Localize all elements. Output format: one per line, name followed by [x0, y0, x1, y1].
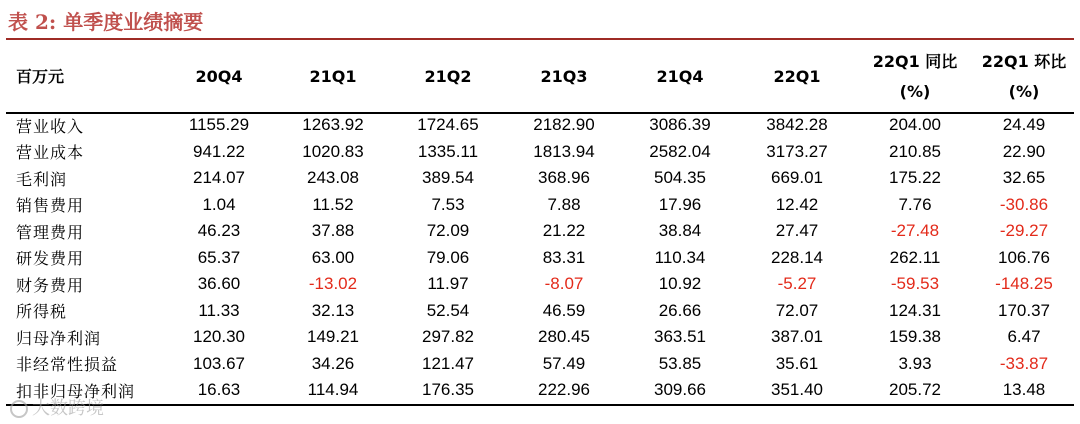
table-cell: 110.34 [654, 247, 706, 267]
table-cell: 120.30 [193, 327, 245, 347]
table-cell: 103.67 [193, 353, 245, 373]
column-header-text: 22Q1 同比 [872, 52, 958, 71]
table-cell: 38.84 [658, 221, 702, 241]
table-cell: 7.88 [547, 194, 581, 214]
column-header-text: 22Q1 环比 [981, 52, 1067, 71]
table-cell: 22.90 [1002, 141, 1046, 161]
table-cell: 16.63 [197, 380, 241, 400]
table-cell: 65.37 [197, 247, 241, 267]
table-cell: 63.00 [311, 247, 355, 267]
table-cell: 1155.29 [188, 115, 250, 135]
column-header-text: 21Q2 [424, 67, 472, 86]
table-cell: 262.11 [889, 247, 941, 267]
table-cell: 46.23 [197, 221, 241, 241]
table-cell: 1263.92 [302, 115, 364, 135]
table-cell: 79.06 [426, 247, 470, 267]
table-cell: 1335.11 [417, 141, 479, 161]
table-cell: 3173.27 [766, 141, 828, 161]
table-cell: 11.97 [427, 274, 469, 294]
row-label: 所得税 [16, 302, 68, 322]
table-body [6, 112, 1074, 404]
table-cell: 210.85 [889, 141, 941, 161]
column-header-text: 21Q1 [309, 67, 357, 86]
row-label: 销售费用 [16, 196, 85, 216]
row-label: 归母净利润 [16, 328, 102, 348]
table-cell: 389.54 [422, 168, 474, 188]
watermark-text: 大数跨境 [32, 398, 104, 419]
table-cell: 57.49 [542, 353, 586, 373]
table-cell: 72.07 [775, 300, 819, 320]
row-label: 扣非归母净利润 [16, 381, 136, 401]
table-cell: 10.92 [658, 274, 702, 294]
table-row [6, 165, 1074, 192]
table-cell: 17.96 [658, 194, 702, 214]
table-cell: 1724.65 [417, 115, 479, 135]
table-cell: 37.88 [311, 221, 355, 241]
table-cell: 121.47 [422, 353, 474, 373]
column-header-text: 21Q3 [540, 67, 588, 86]
row-label: 财务费用 [16, 275, 85, 295]
row-label: 研发费用 [16, 249, 85, 269]
table-cell: 124.31 [889, 300, 941, 320]
table-cell: -5.27 [777, 274, 817, 294]
table-cell: 21.22 [542, 221, 586, 241]
title-underline [6, 38, 1074, 40]
table-cell: 36.60 [197, 274, 241, 294]
table-cell: 669.01 [771, 168, 823, 188]
table-cell: 351.40 [771, 380, 823, 400]
table-title: 表 2: 单季度业绩摘要 [8, 10, 204, 34]
table-cell: 12.42 [775, 194, 819, 214]
table-cell: 7.76 [898, 194, 932, 214]
column-header-unit: (%) [1008, 82, 1040, 101]
table-row [6, 377, 1074, 404]
table-cell: 114.94 [307, 380, 359, 400]
table-cell: -29.27 [999, 221, 1049, 241]
table-cell: -59.53 [890, 274, 940, 294]
table-cell: 24.49 [1002, 115, 1046, 135]
table-cell: 941.22 [193, 141, 245, 161]
table-cell: 205.72 [889, 380, 941, 400]
table-cell: 32.65 [1002, 168, 1046, 188]
table-cell: 309.66 [654, 380, 706, 400]
table-cell: -33.87 [999, 353, 1049, 373]
table-cell: 222.96 [538, 380, 590, 400]
table-cell: 280.45 [538, 327, 590, 347]
table-cell: 83.31 [542, 247, 586, 267]
table-cell: 1813.94 [533, 141, 595, 161]
table-row [6, 298, 1074, 325]
table-cell: 175.22 [889, 168, 941, 188]
table-cell: 368.96 [538, 168, 590, 188]
table-cell: 2182.90 [533, 115, 595, 135]
table-row [6, 112, 1074, 139]
table-cell: 204.00 [889, 115, 941, 135]
row-label: 营业收入 [16, 116, 85, 136]
table-cell: 387.01 [771, 327, 823, 347]
table-cell: 170.37 [998, 300, 1050, 320]
header-unit-label [6, 42, 162, 112]
table-row [6, 245, 1074, 272]
table-row [6, 351, 1074, 378]
table-cell: -148.25 [995, 274, 1053, 294]
table-cell: 214.07 [193, 168, 245, 188]
table-cell: 11.33 [198, 300, 240, 320]
column-header [162, 42, 276, 112]
column-header [390, 42, 506, 112]
table-row [6, 139, 1074, 166]
row-label: 管理费用 [16, 222, 85, 242]
table-cell: 1.04 [202, 194, 236, 214]
table-row [6, 218, 1074, 245]
column-header-unit: (%) [899, 82, 931, 101]
column-header [622, 42, 738, 112]
table-cell: 11.52 [312, 194, 354, 214]
table-cell: 46.59 [542, 300, 586, 320]
table-cell: 363.51 [654, 327, 706, 347]
table-cell: -13.02 [308, 274, 358, 294]
quarterly-results-table [6, 42, 1074, 404]
table-cell: 7.53 [431, 194, 465, 214]
table-cell: 32.13 [311, 300, 355, 320]
table-cell: 13.48 [1002, 380, 1046, 400]
table-cell: -8.07 [544, 274, 584, 294]
table-cell: 3842.28 [766, 115, 828, 135]
table-cell: 26.66 [658, 300, 702, 320]
table-cell: 106.76 [998, 247, 1050, 267]
column-header-text: 22Q1 [773, 67, 821, 86]
table-cell: 297.82 [422, 327, 474, 347]
column-header-text: 20Q4 [195, 67, 243, 86]
column-header-text: 21Q4 [656, 67, 704, 86]
table-cell: 149.21 [307, 327, 359, 347]
column-header [506, 42, 622, 112]
table-cell: 2582.04 [649, 141, 711, 161]
table-cell: 52.54 [426, 300, 470, 320]
table-cell: 159.38 [889, 327, 941, 347]
table-cell: 34.26 [311, 353, 355, 373]
table-cell: 176.35 [422, 380, 474, 400]
header-row [6, 42, 1074, 112]
table-row [6, 271, 1074, 298]
table-cell: 53.85 [658, 353, 702, 373]
table-cell: 35.61 [775, 353, 819, 373]
row-label: 营业成本 [16, 143, 85, 163]
column-header [738, 42, 856, 112]
column-header [974, 42, 1074, 112]
table-cell: 504.35 [654, 168, 706, 188]
table-cell: 6.47 [1007, 327, 1041, 347]
table-cell: -30.86 [999, 194, 1049, 214]
table-cell: 1020.83 [302, 141, 364, 161]
table-cell: 27.47 [775, 221, 819, 241]
table-bottom-rule [6, 404, 1074, 406]
table-cell: -27.48 [890, 221, 940, 241]
row-label: 非经常性损益 [16, 355, 119, 375]
table-row [6, 324, 1074, 351]
table-cell: 228.14 [771, 247, 823, 267]
table-row [6, 192, 1074, 219]
table-cell: 3086.39 [649, 115, 711, 135]
table-cell: 3.93 [898, 353, 932, 373]
column-header-text: 百万元 [16, 67, 65, 86]
column-header [856, 42, 974, 112]
row-label: 毛利润 [16, 169, 68, 189]
table-cell: 72.09 [426, 221, 470, 241]
table-cell: 243.08 [307, 168, 359, 188]
column-header [276, 42, 390, 112]
